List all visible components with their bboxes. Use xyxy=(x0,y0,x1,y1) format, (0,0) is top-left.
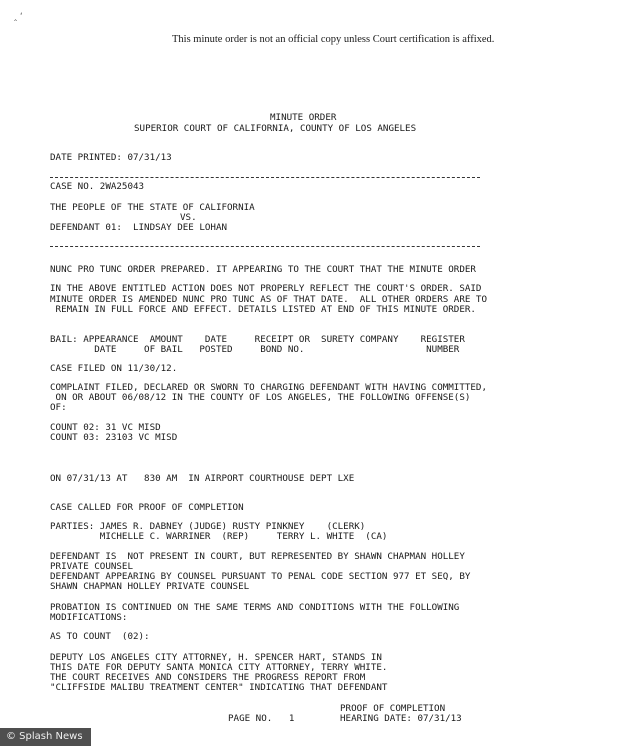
nunc-line-3: MINUTE ORDER IS AMENDED NUNC PRO TUNC AS OF THAT DATE. ALL OTHER ORDERS ARE TO xyxy=(50,294,487,305)
count-02: COUNT 02: 31 VC MISD xyxy=(50,422,161,433)
count-03: COUNT 03: 23103 VC MISD xyxy=(50,432,178,443)
footer-proof: PROOF OF COMPLETION xyxy=(340,703,446,714)
defendant-presence-2: PRIVATE COUNSEL xyxy=(50,561,133,572)
disclaimer: This minute order is not an official copy unless Court certification is affixed. xyxy=(172,34,495,45)
splash-news-watermark xyxy=(0,728,91,746)
footer-hearing-date: HEARING DATE: 07/31/13 xyxy=(340,713,462,724)
defendant-line: DEFENDANT 01: LINDSAY DEE LOHAN xyxy=(50,222,228,233)
bail-header-2: DATE OF BAIL POSTED BOND NO. NUMBER xyxy=(50,344,460,355)
nunc-line-4: REMAIN IN FULL FORCE AND EFFECT. DETAILS LISTED AT END OF THIS MINUTE ORDER. xyxy=(50,304,476,315)
case-filed: CASE FILED ON 11/30/12. xyxy=(50,363,178,374)
date-printed: DATE PRINTED: 07/31/13 xyxy=(50,152,172,163)
court-name: SUPERIOR COURT OF CALIFORNIA, COUNTY OF LOS ANGELES xyxy=(134,123,417,134)
vs-line: VS. xyxy=(180,212,197,223)
parties-line-2: MICHELLE C. WARRINER (REP) TERRY L. WHITE (CA) xyxy=(50,531,388,542)
probation-line-1: PROBATION IS CONTINUED ON THE SAME TERMS AND CONDITIONS WITH THE FOLLOWING xyxy=(50,602,460,613)
separator-top xyxy=(50,177,480,178)
defendant-presence-1: DEFENDANT IS NOT PRESENT IN COURT, BUT REPRESENTED BY SHAWN CHAPMAN HOLLEY xyxy=(50,551,465,562)
as-to-count: AS TO COUNT (02): xyxy=(50,631,150,642)
probation-line-2: MODIFICATIONS: xyxy=(50,612,128,623)
deputy-line-4: "CLIFFSIDE MALIBU TREATMENT CENTER" INDICATING THAT DEFENDANT xyxy=(50,682,388,693)
case-called: CASE CALLED FOR PROOF OF COMPLETION xyxy=(50,502,244,513)
defendant-presence-4: SHAWN CHAPMAN HOLLEY PRIVATE COUNSEL xyxy=(50,581,250,592)
bail-header-1: BAIL: APPEARANCE AMOUNT DATE RECEIPT OR SURETY COMPANY REGISTER xyxy=(50,334,465,345)
complaint-line-2: ON OR ABOUT 06/08/12 IN THE COUNTY OF LOS ANGELES, THE FOLLOWING OFFENSE(S) xyxy=(50,392,471,403)
deputy-line-2: THIS DATE FOR DEPUTY SANTA MONICA CITY ATTORNEY, TERRY WHITE. xyxy=(50,662,388,673)
separator-mid xyxy=(50,246,480,247)
footer-page-number: PAGE NO. 1 xyxy=(228,713,295,724)
complaint-line-3: OF: xyxy=(50,402,67,413)
watermark-text: © Splash News xyxy=(6,731,83,742)
scan-marks: ‸ ‘ xyxy=(14,12,23,22)
nunc-line-2: IN THE ABOVE ENTITLED ACTION DOES NOT PROPERLY REFLECT THE COURT'S ORDER. SAID xyxy=(50,283,482,294)
nunc-line-1: NUNC PRO TUNC ORDER PREPARED. IT APPEARING TO THE COURT THAT THE MINUTE ORDER xyxy=(50,264,476,275)
deputy-line-3: THE COURT RECEIVES AND CONSIDERS THE PROGRESS REPORT FROM xyxy=(50,672,366,683)
document-title: MINUTE ORDER xyxy=(270,112,337,123)
hearing-line: ON 07/31/13 AT 830 AM IN AIRPORT COURTHOUSE DEPT LXE xyxy=(50,473,355,484)
deputy-line-1: DEPUTY LOS ANGELES CITY ATTORNEY, H. SPENCER HART, STANDS IN xyxy=(50,652,382,663)
complaint-line-1: COMPLAINT FILED, DECLARED OR SWORN TO CHARGING DEFENDANT WITH HAVING COMMITTED, xyxy=(50,382,487,393)
case-number: CASE NO. 2WA25043 xyxy=(50,181,145,192)
parties-line-1: PARTIES: JAMES R. DABNEY (JUDGE) RUSTY PINKNEY (CLERK) xyxy=(50,521,366,532)
people-line: THE PEOPLE OF THE STATE OF CALIFORNIA xyxy=(50,202,255,213)
defendant-presence-3: DEFENDANT APPEARING BY COUNSEL PURSUANT TO PENAL CODE SECTION 977 ET SEQ, BY xyxy=(50,571,471,582)
